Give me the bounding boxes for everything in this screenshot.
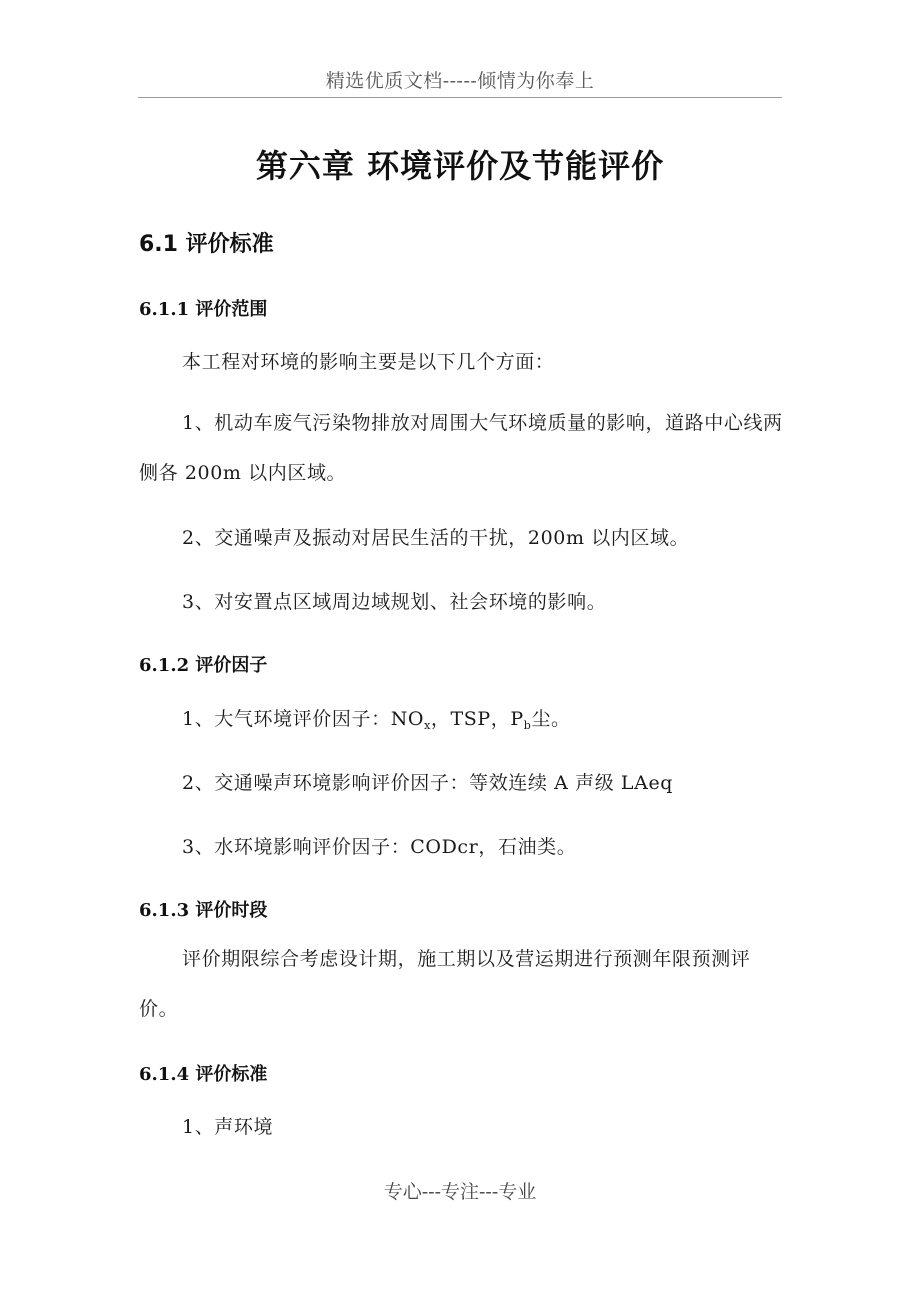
- page-footer: 专心---专注---专业: [383, 1181, 537, 1203]
- list-item-1: 1、机动车废气污染物排放对周围大气环境质量的影响，道路中心线两侧各 200m 以内区域。: [139, 412, 783, 484]
- paragraph-intro: 本工程对环境的影响主要是以下几个方面：: [182, 351, 555, 373]
- factor-item-1: [182, 704, 571, 732]
- pb-label: P: [510, 708, 524, 730]
- factor-item-1-prefix: 1、大气环境评价因子：: [182, 708, 391, 730]
- header-divider: [138, 97, 782, 98]
- standard-item-1: 1、声环境: [182, 1116, 274, 1138]
- subsection-heading-6-1-4: 6.1.4 评价标准: [139, 1064, 268, 1085]
- factor-item-2: 2、交通噪声环境影响评价因子：等效连续 A 声级 LAeq: [182, 772, 674, 794]
- factor-separator: ，TSP，: [430, 708, 511, 730]
- pb-subscript: b: [523, 719, 532, 732]
- section-title: 评价标准: [185, 231, 274, 257]
- period-paragraph: 评价期限综合考虑设计期，施工期以及营运期进行预测年限预测评价。: [139, 948, 751, 1020]
- chapter-title: 第六章 环境评价及节能评价: [255, 147, 665, 185]
- section-number: 6.1: [139, 232, 178, 257]
- subsection-heading-6-1-2: 6.1.2 评价因子: [139, 655, 268, 676]
- subsection-heading-6-1-3: 6.1.3 评价时段: [139, 900, 268, 921]
- list-item-2: 2、交通噪声及振动对居民生活的干扰，200m 以内区域。: [182, 527, 690, 549]
- page-header: 精选优质文档-----倾情为你奉上: [325, 70, 595, 92]
- factor-item-3: 3、水环境影响评价因子：CODcr，石油类。: [182, 836, 577, 858]
- nox-subscript: x: [424, 719, 431, 732]
- subsection-heading-6-1-1: 6.1.1 评价范围: [139, 299, 268, 320]
- list-item-3: 3、对安置点区域周边域规划、社会环境的影响。: [182, 591, 607, 613]
- factor-item-1-suffix: 尘。: [531, 708, 571, 730]
- nox-label: NO: [390, 708, 425, 730]
- section-heading: [139, 227, 274, 258]
